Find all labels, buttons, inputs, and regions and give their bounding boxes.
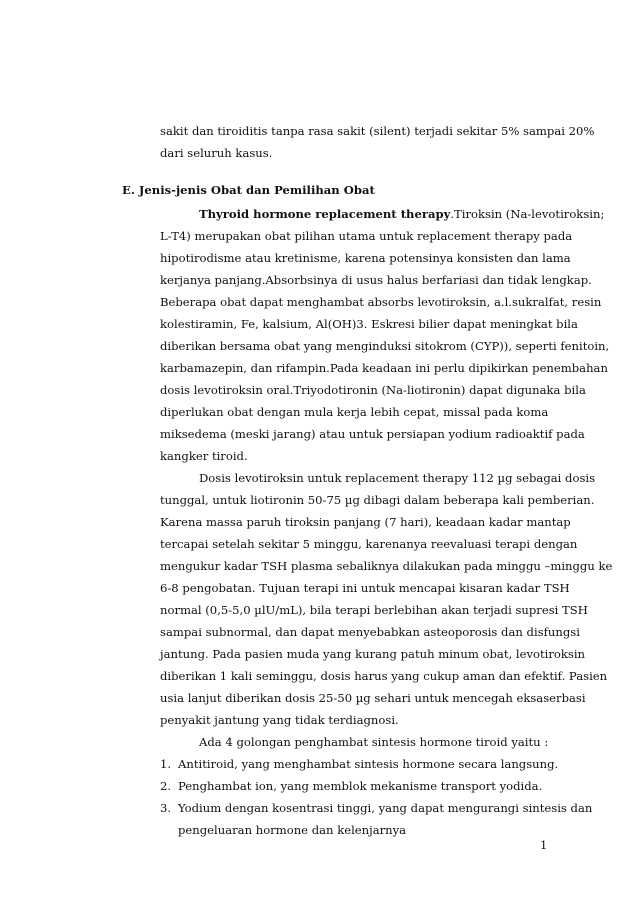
- text-line: 6-8 pengobatan. Tujuan terapi ini untuk mencapai kisaran kadar TSH: [160, 581, 570, 595]
- text-line: penyakit jantung yang tidak terdiagnosi.: [160, 713, 399, 727]
- paragraph-first-line: Ada 4 golongan penghambat sintesis hormone tiroid yaitu :: [199, 735, 549, 749]
- text-line: kerjanya panjang.Absorbsinya di usus halus berfariasi dan tidak lengkap.: [160, 273, 592, 287]
- list-number: 2.: [160, 779, 172, 793]
- list-item: Penghambat ion, yang memblok mekanisme transport yodida.: [178, 779, 543, 793]
- text-line: diberikan bersama obat yang menginduksi sitokrom (CYP)), seperti fenitoin,: [160, 339, 610, 353]
- bold-term: Thyroid hormone replacement therapy: [199, 207, 451, 221]
- text-line: usia lanjut diberikan dosis 25-50 µg sehari untuk mencegah eksaserbasi: [160, 691, 586, 705]
- list-number: 3.: [160, 801, 172, 815]
- text-line: Karena massa paruh tiroksin panjang (7 hari), keadaan kadar mantap: [160, 515, 571, 529]
- list-number: 1.: [160, 757, 172, 771]
- section-heading: E. Jenis-jenis Obat dan Pemilihan Obat: [122, 183, 375, 197]
- paragraph-first-line: [199, 207, 605, 221]
- text-line: sampai subnormal, dan dapat menyebabkan asteoporosis dan disfungsi: [160, 625, 580, 639]
- text-line: karbamazepin, dan rifampin.Pada keadaan ini perlu dipikirkan penembahan: [160, 361, 608, 375]
- text-span: .Tiroksin (Na-levotiroksin;: [450, 207, 605, 221]
- text-line: mengukur kadar TSH plasma sebaliknya dilakukan pada minggu –minggu ke: [160, 559, 613, 573]
- text-line: L-T4) merupakan obat pilihan utama untuk replacement therapy pada: [160, 229, 573, 243]
- text-line: diperlukan obat dengan mula kerja lebih cepat, missal pada koma: [160, 405, 549, 419]
- list-item: Yodium dengan kosentrasi tinggi, yang dapat mengurangi sintesis dan: [178, 801, 593, 815]
- list-item-continuation: pengeluaran hormone dan kelenjarnya: [178, 823, 407, 837]
- text-line: normal (0,5-5,0 µlU/mL), bila terapi berlebihan akan terjadi supresi TSH: [160, 603, 588, 617]
- text-line: tercapai setelah sekitar 5 minggu, karenanya reevaluasi terapi dengan: [160, 537, 578, 551]
- text-line: hipotirodisme atau kretinisme, karena potensinya konsisten dan lama: [160, 251, 571, 265]
- text-line: dosis levotiroksin oral.Triyodotironin (Na-liotironin) dapat digunaka bila: [160, 383, 586, 397]
- text-line: tunggal, untuk liotironin 50-75 µg dibagi dalam beberapa kali pemberian.: [160, 493, 595, 507]
- text-line: kangker tiroid.: [160, 449, 248, 463]
- paragraph-first-line: Dosis levotiroksin untuk replacement therapy 112 µg sebagai dosis: [199, 471, 596, 485]
- list-item: Antitiroid, yang menghambat sintesis hormone secara langsung.: [178, 757, 559, 771]
- text-line: diberikan 1 kali seminggu, dosis harus yang cukup aman dan efektif. Pasien: [160, 669, 608, 683]
- text-line: Beberapa obat dapat menghambat absorbs levotiroksin, a.l.sukralfat, resin: [160, 295, 602, 309]
- text-line: kolestiramin, Fe, kalsium, Al(OH)3. Eskresi bilier dapat meningkat bila: [160, 317, 578, 331]
- text-line: jantung. Pada pasien muda yang kurang patuh minum obat, levotiroksin: [160, 647, 586, 661]
- text-line: miksedema (meski jarang) atau untuk persiapan yodium radioaktif pada: [160, 427, 585, 441]
- text-line: dari seluruh kasus.: [160, 146, 273, 160]
- page-number: 1: [540, 838, 548, 852]
- text-line: sakit dan tiroiditis tanpa rasa sakit (silent) terjadi sekitar 5% sampai 20%: [160, 124, 595, 138]
